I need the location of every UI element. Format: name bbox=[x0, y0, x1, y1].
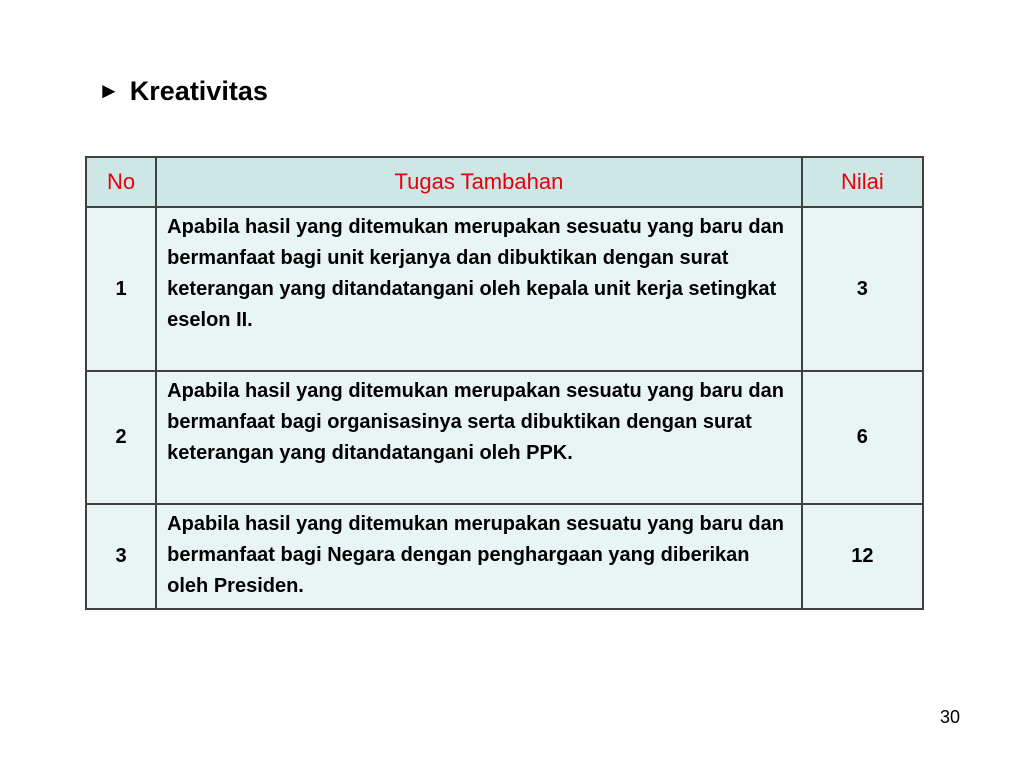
table-row bbox=[86, 504, 923, 609]
header-no: No bbox=[86, 157, 156, 207]
table-row bbox=[86, 207, 923, 371]
slide-title-text: Kreativitas bbox=[129, 76, 268, 106]
slide-title bbox=[98, 76, 268, 107]
row-number: 2 bbox=[86, 371, 156, 504]
header-value: Nilai bbox=[802, 157, 923, 207]
row-number: 3 bbox=[86, 504, 156, 609]
row-value: 12 bbox=[802, 504, 923, 609]
page-number: 30 bbox=[939, 707, 960, 727]
arrow-bullet-icon: ► bbox=[98, 78, 120, 103]
row-number: 1 bbox=[86, 207, 156, 371]
row-task: Apabila hasil yang ditemukan merupakan sesuatu yang baru dan bermanfaat bagi unit kerjanya dan dibuktikan dengan surat keterangan yang ditandatangani oleh kepala unit kerja setingkat eselon II. bbox=[156, 207, 802, 371]
table-row bbox=[86, 371, 923, 504]
row-task: Apabila hasil yang ditemukan merupakan sesuatu yang baru dan bermanfaat bagi organisasinya serta dibuktikan dengan surat keterangan yang ditandatangani oleh PPK. bbox=[156, 371, 802, 504]
row-value: 6 bbox=[802, 371, 923, 504]
header-task: Tugas Tambahan bbox=[156, 157, 802, 207]
table-header-row bbox=[86, 157, 923, 207]
row-task: Apabila hasil yang ditemukan merupakan sesuatu yang baru dan bermanfaat bagi Negara dengan penghargaan yang diberikan oleh Presiden. bbox=[156, 504, 802, 609]
criteria-table bbox=[85, 156, 924, 610]
row-value: 3 bbox=[802, 207, 923, 371]
